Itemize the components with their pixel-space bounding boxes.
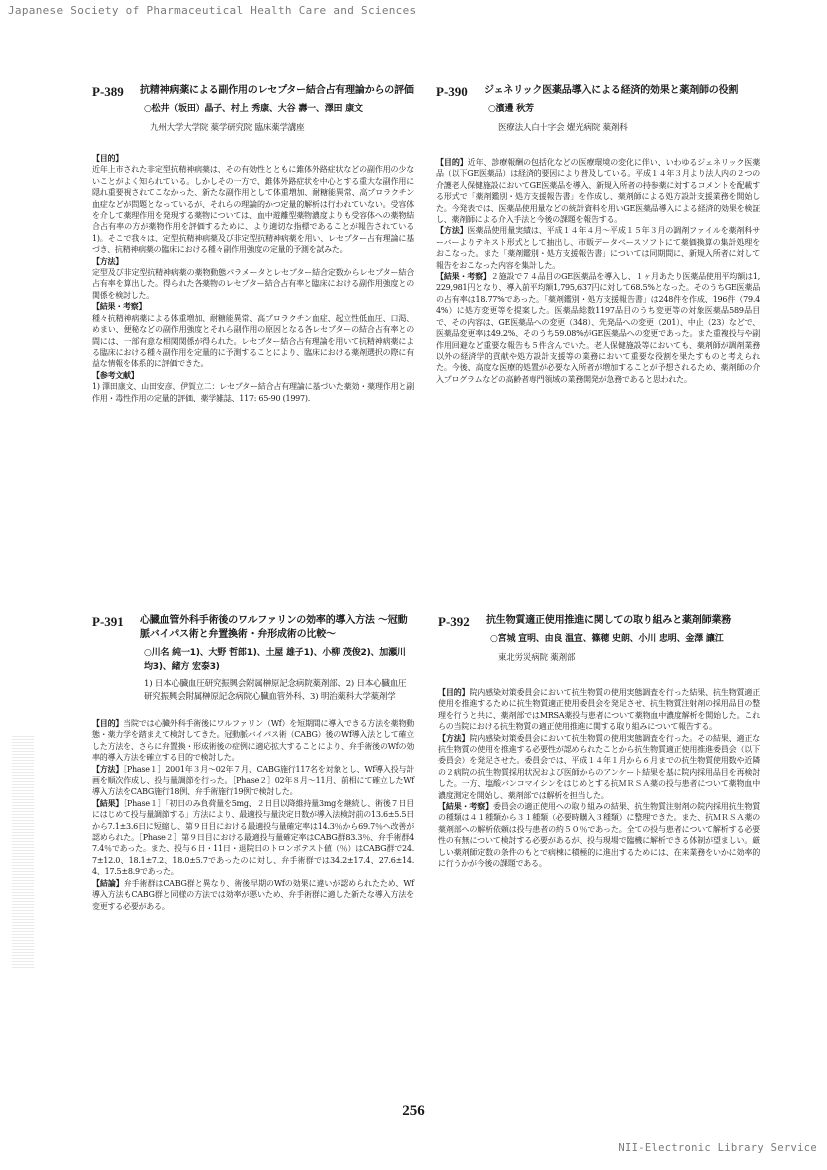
- abstract-affiliation: 九州大学大学院 薬学研究院 臨床薬学講座: [150, 123, 305, 133]
- society-header: Japanese Society of Pharmaceutical Health Care and Sciences: [8, 4, 417, 17]
- section-text: 院内感染対策委員会において抗生物質の使用実態調査を行った。その結果、適正な抗生物質の使用を推進する必要性が認められたことから抗生物質適正使用推進委員会（以下委員会）を発足させた。委員会では、平成１４年１月から６月までの抗生物質使用数や近隣の２病院の抗生物質採用状況および医師からのアンケート結果を基に院内採用品目を再検討した。一方、塩酸バンコマイシンをはじめとする抗ＭＲＳＡ薬の投与患者について薬物血中濃度測定を開始し、薬剤部では解析を担当した。: [438, 733, 761, 800]
- section-heading: 【目的】: [92, 718, 124, 728]
- abstract-title: 抗生物質適正使用推進に関しての取り組みと薬剤師業務: [486, 615, 731, 626]
- abstract-body: [438, 687, 760, 870]
- abstract-body: [92, 153, 414, 404]
- section-heading: 【方法】: [92, 763, 124, 774]
- abstract-affiliation: 1) 日本心臓血圧研究振興会附属榊原記念病院薬剤部、2) 日本心臓血圧研究振興会附属榊原記念病院心臓血管外科、3) 明治薬科大学薬剤学: [144, 679, 407, 702]
- abstract-authors: ○宮城 宣明、由良 温宣、篠穂 史朗、小川 忠明、金澤 讓江: [490, 634, 724, 644]
- section-heading: 【方法】: [436, 225, 468, 236]
- section-text: 定型及び非定型抗精神病薬の薬物動態パラメータとレセプター結合定数からレセプター結合占有率を算出した。得られた各薬物のレセプター結合占有率と臨床における副作用強度との関係を検討した。: [92, 268, 414, 300]
- section-text: ２施設で７４品目のGE医薬品を導入し、１ヶ月あたり医薬品使用平均額は1,229,981円となり、導入前平均額1,795,637円に対して68.5%となった。そのうちGE医薬品の占有率は18.77%であった。「薬剤鑑別・処方支援報告書」は248件を作成、196件（79.44%）に処方変更等を提案した。医薬品総数1197品目のうち変更等の対象医薬品589品目で、その内容は、GE医薬品への変更（348）、先発品への変更（201）、中止（23）などで、医薬品変更率は49.2%、そのうち59.08%がGE医薬品への変更であった。また重複投与や副作用回避など重要な報告も５件含んでいた。老人保健施設等においても、薬剤師が調剤業務以外の経済学的貢献や処方設計支援等の業務において重要な役割を果たすものと考えられた。今後、高度な医療的処置が必要な入所者が増加することが予想されるため、薬剤師の介入プログラムなどの高齢者専門領域の業務開発が急務であると思われた。: [436, 272, 760, 384]
- section-text: 近年、診療報酬の包括化などの医療環境の変化に伴い、いわゆるジェネリック医薬品（以下GE医薬品）は経済的要因により普及している。平成１４年３月より法人内の２つの介護老人保健施設においてGE医薬品を導入、新規入所者の持参薬に対するコメントを配載する形式で「薬剤鑑別・処方支援報告書」を作成し、薬剤師による処方設計支援業務を開始した。今発表では、医薬品使用量などの統計資料を用いGE医薬品導入による経済的効果を検証し、薬剤師による介入手法と今後の課題を報告する。: [436, 158, 760, 225]
- section-text: 種々抗精神病薬による体重増加、耐糖能異常、高プロラクチン血症、起立性低血圧、口渇、めまい、便秘などの副作用強度とそれら副作用の原因となる各レセプターの結合占有率との間には、一部有意な相関関係が得られた。レセプター結合占有理論を用いて抗精神病薬による臨床における種々副作用を定量的に予測することにより、臨床における薬剤選択の際に有益な情報を体系的に評価できた。: [92, 313, 414, 369]
- abstract-affiliation: 医療法人白十字会 燿光病院 薬剤科: [498, 123, 628, 133]
- section-heading: 【結果・考察】: [436, 271, 491, 282]
- abstract-title: ジェネリック医薬品導入による経済的効果と薬剤師の役割: [484, 85, 739, 96]
- references-heading: 【参考文献】: [92, 369, 139, 380]
- reference-item: 1) 澤田康文、山田安彦、伊賀立二：レセプター結合占有理論に基づいた薬効・薬理作用と副作用・毒性作用の定量的評価、薬学雑誌、117: 65-90 (1997).: [92, 382, 414, 403]
- scan-artifact: [12, 736, 34, 968]
- abstract-authors: ○川名 純一1)、大野 哲郎1)、土屋 雄子1)、小柳 茂俊2)、加瀬川 均3)、緒方 宏泰3): [144, 648, 406, 672]
- abstract-authors: ○濱邊 秋芳: [488, 104, 534, 114]
- section-text: 院内感染対策委員会において抗生物質の使用実態調査を行った結果、抗生物質適正使用を推進するために抗生物質適正使用委員会を発足させ、抗生物質注射剤の採用品目の整理を行うと共に、薬剤部ではMRSA薬投与患者について薬物血中濃度解析を開始した。これらの当院における抗生物質の適正使用推進に関する取り組みについて報告する。: [438, 688, 761, 732]
- section-heading: 【方法】: [92, 255, 123, 266]
- section-text: ［Phase１］「初日のみ負荷量を5mg、２日目以降維持量3mgを継続し、術後７日目にはじめて投与量調節する」方法により、最適投与量決定日数が導入法検討前の13.6±5.5日から7.1±3.6日に短縮し、第９日目における最適投与量確定率は14.3％から69.7％へ改善が認められた。［Phase２］第９日目における最適投与量確定率はCABG群83.3％、弁手術群47.4％であった。また、投与６日・11日・退院日のトロンボテスト値（％）はCABG群で24.7±12.0、18.1±7.2、18.0±5.7であったのに対し、弁手術群では34.2±17.4、27.6±14.4、17.5±8.9であった。: [92, 798, 414, 877]
- library-footer: NII-Electronic Library Service: [618, 1142, 817, 1154]
- abstract-number: P-392: [438, 614, 470, 629]
- section-heading: 【目的】: [436, 157, 468, 167]
- section-text: ［Phase１］2001年３月～02年７月、CABG施行117名を対象とし、Wf導入投与計画を順次作成し、投与量調節を行った。［Phase２］02年８月～11月、前相にて確立したWf導入方法をCABG施行18例、弁手術施行19例で検討した。: [92, 764, 414, 797]
- abstract-p390: [436, 84, 760, 385]
- abstract-body: [92, 718, 414, 912]
- section-text: 弁手術群はCABG群と異なり、術後早期のWfの効果に違いが認められたため、Wf導入方法もCABG群と同様の方法では効率が悪いため、弁手術群に適した新たな導入方法を変更する必要がある。: [92, 878, 414, 911]
- section-heading: 【結果・考察】: [92, 301, 147, 312]
- section-text: 近年上市された非定型抗精神病薬は、その有効性とともに錐体外路症状などの副作用の少ないことがよく知られている。しかしその一方で、錐体外路症状を中心とする重大な副作用に隠れ重要視されてこなかった、新たな副作用として体重増加、耐糖能異常、高プロラクチン血症などが問題となっているが、それらの理論的かつ定量的解析は行われていない。受容体を介して薬理作用を発現する薬物については、血中遊離型薬物濃度よりも受容体への薬物結合占有率の方が薬物作用を評価するために、より適切な指標であることが報告されている1)。そこで我々は、定型抗精神病薬及び非定型抗精神病薬を用い、レセプター占有理論に基づき、抗精神病薬の臨床における種々副作用強度の定量的予測を試みた。: [92, 165, 414, 255]
- abstract-p391: [92, 614, 414, 912]
- abstract-number: P-390: [436, 84, 468, 99]
- page-number: 256: [402, 1103, 425, 1119]
- abstract-title: 心臓血管外科手術後のワルファリンの効率的導入方法 ～冠動脈バイパス術と弁置換術・弁形成術の比較～: [140, 615, 408, 640]
- section-heading: 【目的】: [438, 687, 470, 697]
- abstract-body: [436, 157, 760, 385]
- section-heading: 【結果】: [92, 797, 124, 808]
- abstract-title: 抗精神病薬による副作用のレセプター結合占有理論からの評価: [140, 85, 414, 96]
- abstract-p389: [92, 84, 414, 404]
- section-heading: 【結果・考察】: [438, 801, 493, 812]
- section-text: 委員会の適正使用への取り組みの結果、抗生物質注射剤の院内採用抗生物質の種類は４１種類から３１種類（必要時購入３種類）に整理できた。また、抗ＭＲＳＡ薬の薬剤部への解析依頼は投与患者の約５０％であった。全ての投与患者について解析する必要性の有無について検討する必要があるが、投与現場で臨機に解析できる体制が望ましい。厳しい薬剤師定数の条件のもとで病棟に積極的に進出するためには、在来業務をいかに効率的に行うかが今後の課題である。: [438, 802, 761, 869]
- section-heading: 【方法】: [438, 732, 470, 743]
- section-text: 医薬品使用量実績は、平成１４年４月～平成１５年３月の調剤ファイルを薬剤科サーバーよりテキスト形式として抽出し、市販データベースソフトにて薬価換算の集計処理をおこなった。また「薬剤鑑別・処方支援報告書」については同期間に、新規入所者に対して報告をおこなった内容を集計した。: [436, 226, 760, 270]
- section-heading: 【結論】: [92, 877, 124, 888]
- abstract-number: P-391: [92, 614, 124, 629]
- section-heading: 【目的】: [92, 153, 123, 163]
- abstract-number: P-389: [92, 84, 124, 99]
- section-text: 当院では心臓外科手術後にワルファリン（Wf）を短期間に導入できる方法を薬物動態・薬力学を踏まえて検討してきた。冠動脈バイパス術（CABG）後のWf導入法として確立した方法を、さらに弁置換・形成術後の症例に適応拡大することにより、弁手術後のWfの効率的導入方法を確立する目的で検討した。: [92, 719, 414, 763]
- abstract-authors: ○松井（坂田）晶子、村上 秀康、大谷 壽一、澤田 康文: [144, 104, 363, 114]
- abstract-affiliation: 東北労災病院 薬剤部: [498, 653, 576, 663]
- abstract-p392: [438, 614, 760, 870]
